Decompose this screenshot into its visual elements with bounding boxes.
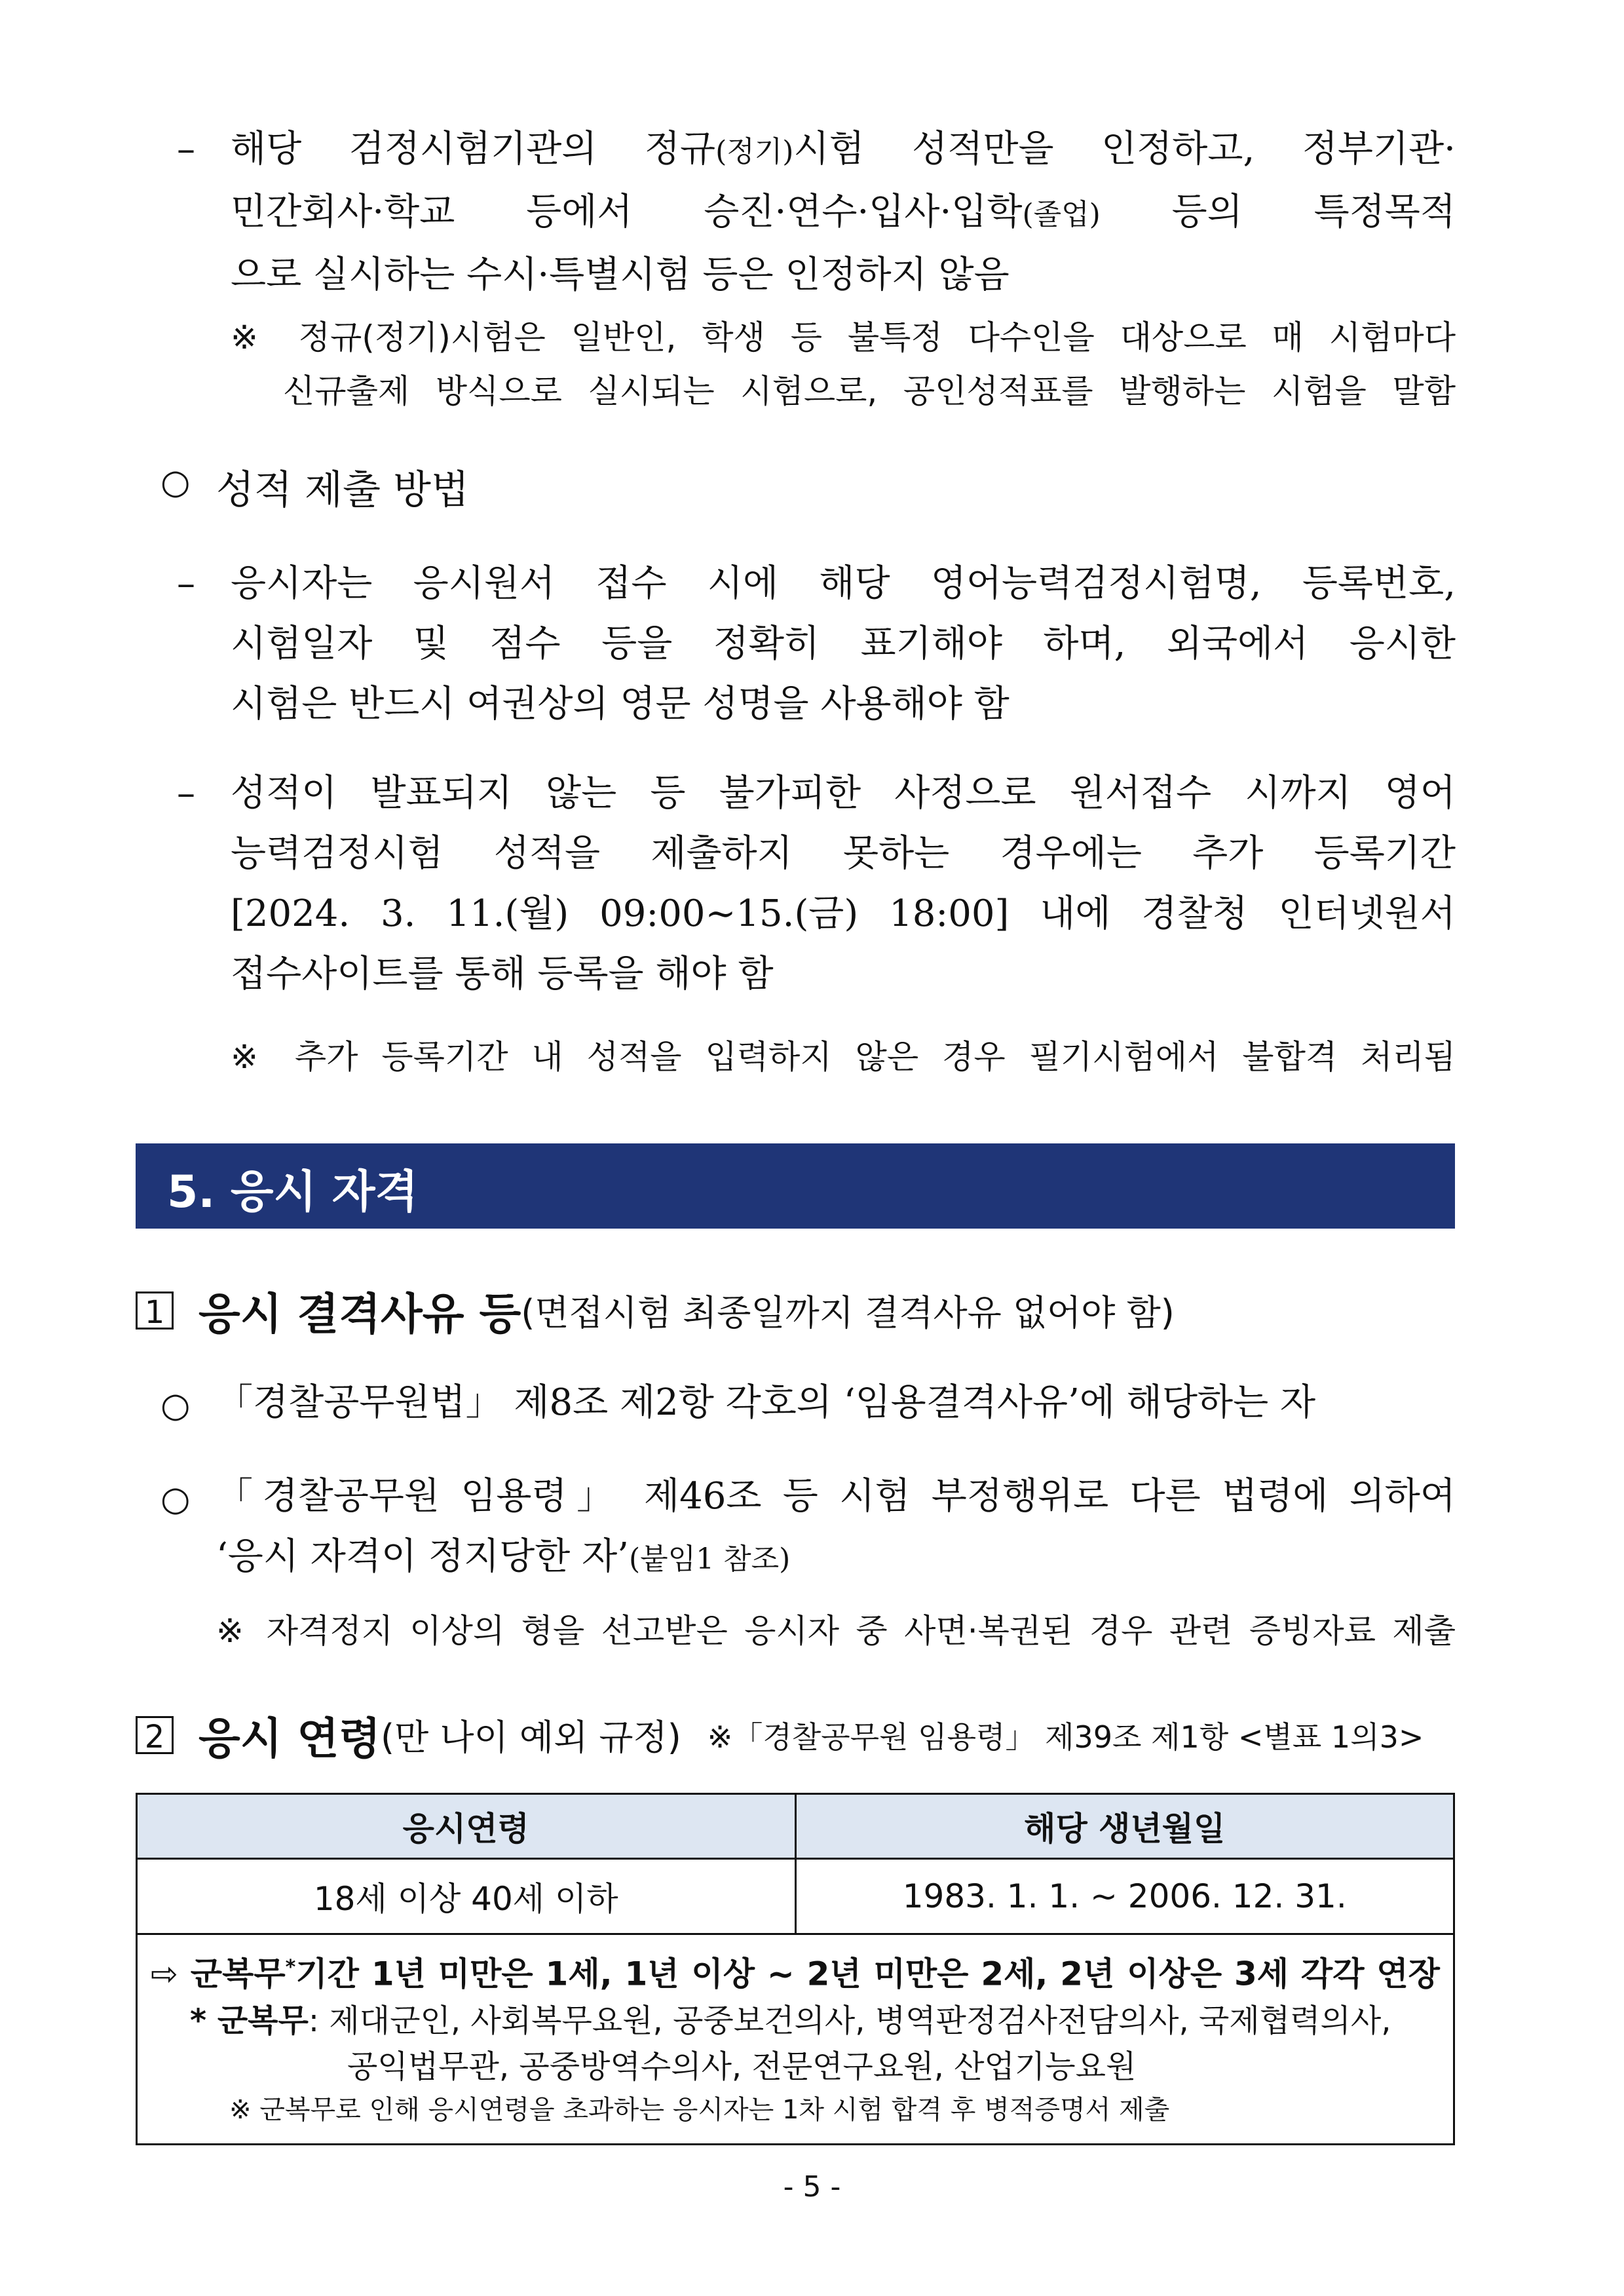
table-note-row <box>137 1934 1454 2145</box>
table-cell: 1983. 1. 1. ~ 2006. 12. 31. <box>795 1859 1454 1934</box>
note-line: ※ 자격정지 이상의 형을 선고받은 응시자 중 사면·복권된 경우 관련 증빙자료 제출 <box>216 1612 1456 1650</box>
text-segment: 군복무 <box>190 1955 286 1993</box>
table-row <box>137 1859 1454 1934</box>
boxed-number: 1 <box>136 1292 174 1330</box>
section-title: 5. 응시 자격 <box>167 1166 419 1218</box>
text-segment: * <box>285 1956 296 1979</box>
subheading-title: 응시 연령 <box>198 1713 381 1764</box>
paragraph-line: 으로 실시하는 수시·특별시험 등은 인정하지 않음 <box>231 254 1010 296</box>
dash-bullet: – <box>177 128 195 170</box>
paragraph-line: 응시자는 응시원서 접수 시에 해당 영어능력검정시험명, 등록번호, <box>231 562 1456 605</box>
circle-bullet: ○ <box>161 1480 191 1519</box>
table-note-cell <box>137 1934 1454 2145</box>
military-list-line <box>151 1998 1440 2044</box>
paragraph-line: 시험은 반드시 여권상의 영문 성명을 사용해야 함 <box>231 683 1010 725</box>
item-disqualification-1 <box>216 1373 1456 1433</box>
subheading-disqualification <box>136 1279 1175 1341</box>
military-note-line: ※ 군복무로 인해 응시연령을 초과하는 응시자는 1차 시험 합격 후 병적증명서 제출 <box>229 2094 1170 2125</box>
table-header-row <box>137 1794 1454 1859</box>
circle-bullet: ○ <box>161 1386 191 1425</box>
text-segment: 등의 특정목적 <box>1100 191 1456 233</box>
paragraph-line <box>231 119 1456 182</box>
military-extension-line <box>151 1944 1440 1998</box>
subheading-paren: (만 나이 예외 규정) <box>381 1717 681 1758</box>
table-header-cell: 해당 생년월일 <box>795 1794 1454 1859</box>
paragraph-method-2 <box>231 763 1456 1004</box>
subsection-title-method: 성적 제출 방법 <box>216 467 469 513</box>
paragraph-line: 시험일자 및 점수 등을 정확히 표기해야 하며, 외국에서 응시한 <box>231 622 1456 665</box>
military-list-line: 공익법무관, 공중방역수의사, 전문연구요원, 산업기능요원 <box>347 2048 1137 2085</box>
text-segment: 기간 1년 미만은 1세, 1년 이상 ~ 2년 미만은 2세, 2년 이상은 3세 각각 연장 <box>295 1955 1440 1993</box>
paragraph-line <box>231 182 1456 245</box>
paragraph-line: 「경찰공무원 임용령」 제46조 등 시험 부정행위로 다른 법령에 의하여 <box>216 1475 1456 1518</box>
age-table <box>136 1793 1455 2145</box>
table-cell: 18세 이상 40세 이하 <box>137 1859 796 1934</box>
paragraph-exam-recognition <box>231 119 1456 305</box>
note-late-registration <box>231 1030 1456 1084</box>
note-regular-exam <box>231 311 1456 418</box>
paragraph-line: [2024. 3. 11.(월) 09:00∼15.(금) 18:00] 내에 경찰청 인터넷원서 <box>231 892 1456 935</box>
text-segment: 시험 성적만을 인정하고, 정부기관· <box>793 128 1456 170</box>
boxed-number: 2 <box>136 1716 174 1754</box>
note-line: 신규출제 방식으로 실시되는 시험으로, 공인성적표를 발행하는 시험을 말함 <box>283 372 1456 410</box>
text-segment: (정기) <box>715 135 794 168</box>
text-segment: (졸업) <box>1022 198 1101 231</box>
paragraph-line: 능력검정시험 성적을 제출하지 못하는 경우에는 추가 등록기간 <box>231 832 1456 875</box>
paragraph-method-1 <box>231 554 1456 735</box>
paragraph-line <box>216 1527 1456 1590</box>
table-header-cell: 응시연령 <box>137 1794 796 1859</box>
text-segment: : 제대군인, 사회복무요원, 공중보건의사, 병역판정검사전담의사, 국제협력의사, <box>308 2002 1391 2039</box>
section-heading-bar <box>136 1143 1455 1229</box>
note-line: ※ 정규(정기)시험은 일반인, 학생 등 불특정 다수인을 대상으로 매 시험마다 <box>231 318 1456 356</box>
note-pardon <box>216 1604 1456 1658</box>
text-segment: ‘응시 자격이 정지당한 자’ <box>216 1535 629 1578</box>
arrow-icon: ⇨ <box>151 1955 178 1993</box>
subheading-paren: (면접시험 최종일까지 결격사유 없어야 함) <box>521 1292 1175 1333</box>
paragraph-line: 성적이 발표되지 않는 등 불가피한 사정으로 원서접수 시까지 영어 <box>231 772 1456 814</box>
text-segment: 해당 검정시험기관의 정규 <box>231 128 716 170</box>
circle-bullet: ○ <box>161 463 191 502</box>
subheading-age <box>136 1704 1424 1766</box>
subheading-reference: ※「경찰공무원 임용령」 제39조 제1항 <별표 1의3> <box>707 1719 1424 1755</box>
paragraph-line: 접수사이트를 통해 등록을 해야 함 <box>231 953 774 995</box>
subheading-title: 응시 결격사유 등 <box>198 1289 521 1339</box>
paragraph-line: 「경찰공무원법」 제8조 제2항 각호의 ‘임용결격사유’에 해당하는 자 <box>216 1381 1316 1424</box>
item-disqualification-2 <box>216 1466 1456 1590</box>
text-segment: 민간회사·학교 등에서 승진·연수·입사·입학 <box>231 191 1023 233</box>
text-segment: * 군복무 <box>190 2002 309 2039</box>
dash-bullet: – <box>177 562 195 605</box>
text-segment: (붙임1 참조) <box>628 1542 791 1576</box>
dash-bullet: – <box>177 772 195 814</box>
note-line: ※ 추가 등록기간 내 성적을 입력하지 않은 경우 필기시험에서 불합격 처리됨 <box>231 1038 1456 1076</box>
page-number: - 5 - <box>783 2170 841 2204</box>
